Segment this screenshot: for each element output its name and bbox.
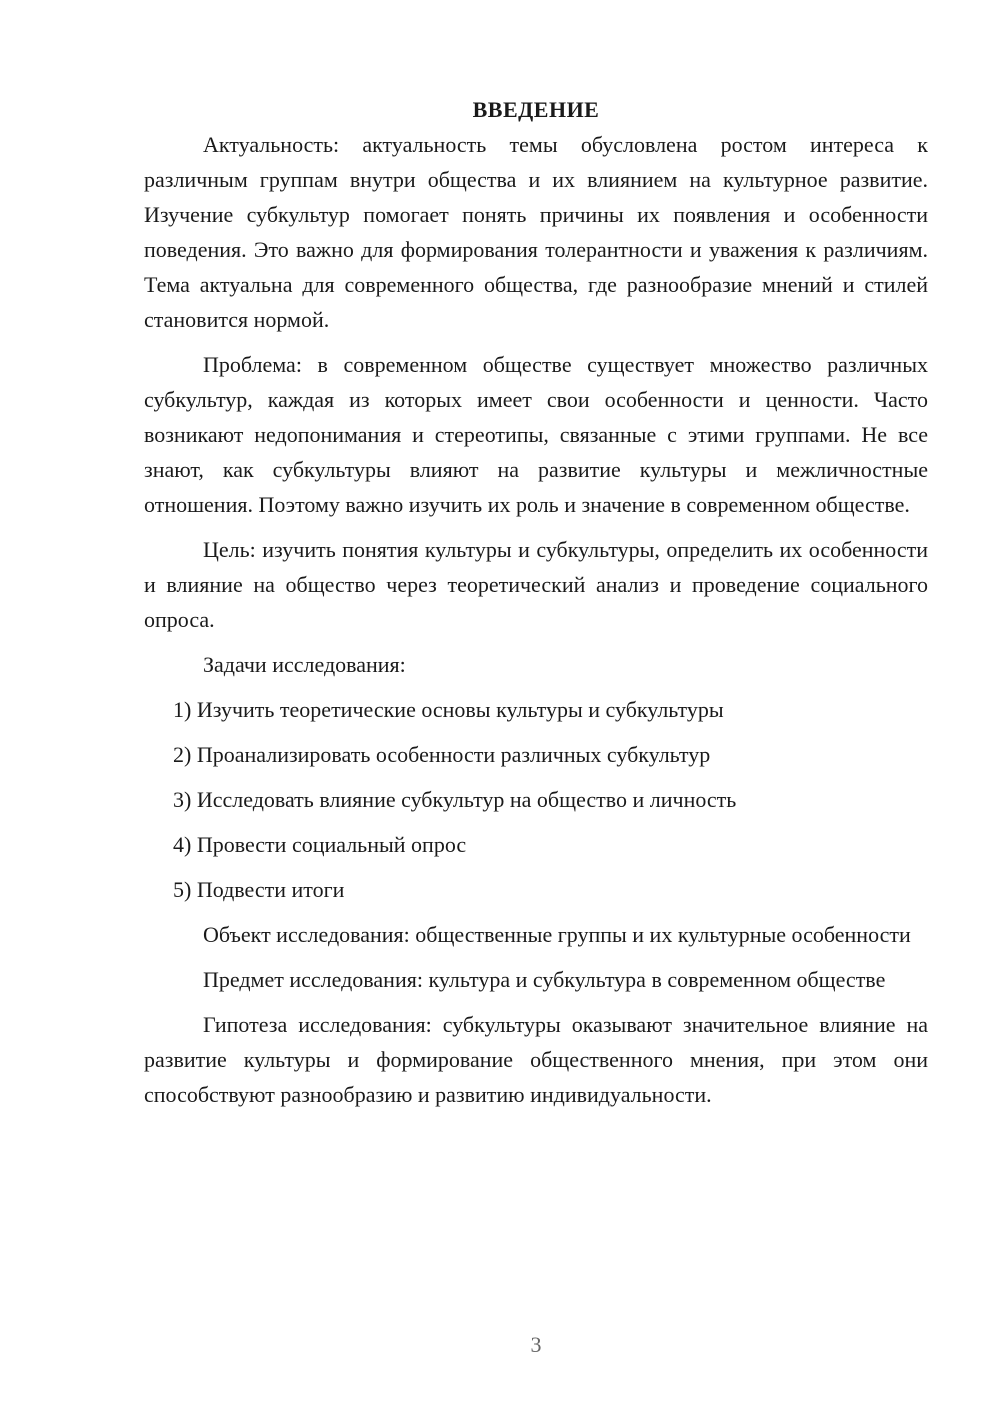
document-page [144,92,928,1122]
task-item: 1) Изучить теоретические основы культуры и субкультуры [173,697,724,722]
hypothesis-paragraph: Гипотеза исследования: субкультуры оказывают значительное влияние на развитие культуры и формирование общественного мнения, при этом они способствуют разнообразию и развитию индивидуальности. [144,1012,928,1107]
page-title: ВВЕДЕНИЕ [472,97,600,122]
task-item: 2) Проанализировать особенности различных субкультур [173,742,711,767]
task-item: 3) Исследовать влияние субкультур на общество и личность [173,787,737,812]
page-number: 3 [530,1332,542,1357]
subject-paragraph: Предмет исследования: культура и субкультура в современном обществе [203,967,886,992]
relevance-paragraph: Актуальность: актуальность темы обусловлена ростом интереса к различным группам внутри общества и их влиянием на культурное развитие. Изучение субкультур помогает понять причины их появления и особенности поведения. Это важно для формирования толерантности и уважения к различиям. Тема актуальна для современного общества, где разнообразие мнений и стилей становится нормой. [144,132,928,332]
tasks-heading: Задачи исследования: [203,652,406,677]
object-paragraph: Объект исследования: общественные группы и их культурные особенности [203,922,911,947]
task-item: 4) Провести социальный опрос [173,832,467,857]
tasks-list [144,692,928,907]
goal-paragraph: Цель: изучить понятия культуры и субкультуры, определить их особенности и влияние на общество через теоретический анализ и проведение социального опроса. [144,537,928,632]
problem-paragraph: Проблема: в современном обществе существует множество различных субкультур, каждая из которых имеет свои особенности и ценности. Часто возникают недопонимания и стереотипы, связанные с этими группами. Не все знают, как субкультуры влияют на развитие культуры и межличностные отношения. Поэтому важно изучить их роль и значение в современном обществе. [144,352,928,517]
task-item: 5) Подвести итоги [173,877,345,902]
